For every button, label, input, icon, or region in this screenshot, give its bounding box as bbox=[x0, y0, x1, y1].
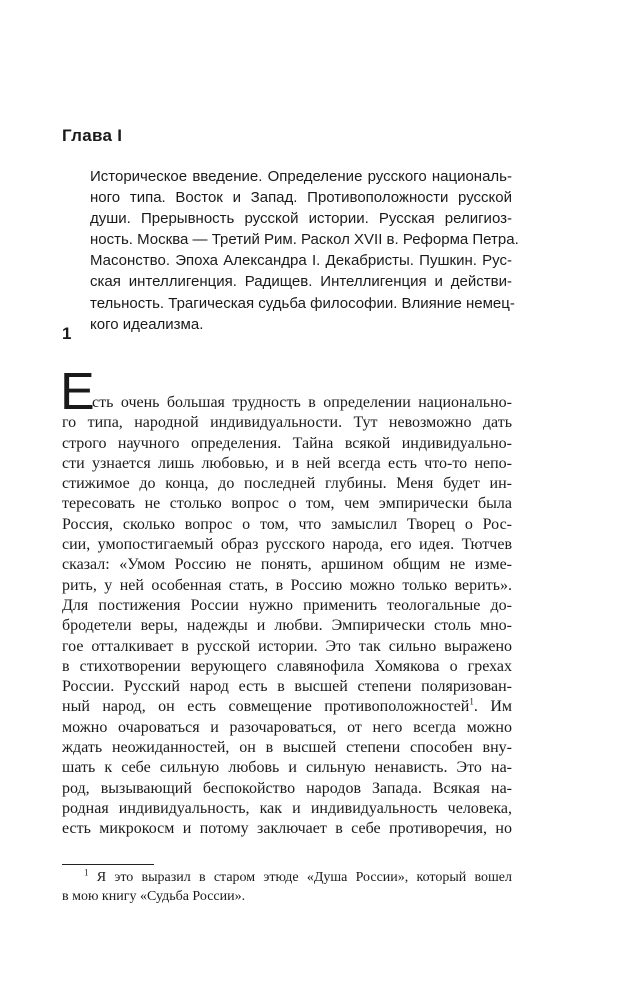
body-line: родная индивидуальность, как и индивидуальность человека, bbox=[62, 799, 512, 817]
summary-line: тельность. Трагическая судьба философии. Влияние немец- bbox=[90, 294, 515, 312]
summary-line: Историческое введение. Определение русского националь- bbox=[90, 168, 512, 185]
footnote-marker: 1 bbox=[84, 867, 89, 878]
footnote-line bbox=[62, 868, 512, 887]
body-line: России. Русский народ есть в высшей степени поляризован- bbox=[62, 678, 512, 696]
body-line: гое отталкивает в русской истории. Это так сильно выражено bbox=[62, 637, 512, 655]
body-line: в стихотворении верующего славянофила Хомякова о грехах bbox=[62, 657, 512, 675]
body-line: строго научного определения. Тайна всякой индивидуально- bbox=[62, 434, 512, 452]
body-line: Для постижения России нужно применить теологальные до- bbox=[62, 596, 512, 614]
body-line bbox=[62, 697, 512, 717]
body-line: сказал: «Умом Россию не понять, аршином общим не изме- bbox=[62, 556, 512, 574]
body-line: есть микрокосм и потому заключает в себе противоречия, но bbox=[62, 820, 512, 838]
body-line: тересовать не столько вопрос о том, чем эмпирически была bbox=[62, 495, 512, 513]
summary-line: кого идеализма. bbox=[90, 315, 204, 333]
body-line: стижимое до конца, до последней глубины. Меня будет ин- bbox=[62, 475, 512, 493]
body-line: Россия, сколько вопрос о том, что замыслил Творец о Рос- bbox=[62, 515, 512, 533]
body-line: бродетели веры, надежды и любви. Эмпирически столь мно- bbox=[62, 617, 512, 635]
footnote-reference[interactable]: 1 bbox=[469, 697, 474, 708]
body-line: шать к себе сильную любовь и сильную ненависть. Это на- bbox=[62, 759, 512, 777]
footnote-line: в мою книгу «Судьба России». bbox=[62, 889, 246, 904]
chapter-title: Глава I bbox=[62, 126, 123, 145]
summary-line: ская интеллигенция. Радищев. Интеллигенция и действи- bbox=[90, 273, 512, 291]
body-line-tail: . Им bbox=[473, 698, 512, 716]
body-line: можно очароваться и разочароваться, от него всегда можно bbox=[62, 718, 512, 736]
summary-line: души. Прерывность русской истории. Русская религиоз- bbox=[90, 210, 512, 228]
chapter-summary bbox=[90, 166, 519, 335]
body-text bbox=[62, 393, 512, 840]
summary-line: ного типа. Восток и Запад. Противоположности русской bbox=[90, 189, 512, 207]
body-line: ждать неожиданностей, он в высшей степени способен вну- bbox=[62, 739, 512, 757]
summary-line: Масонство. Эпоха Александра I. Декабристы. Пушкин. Рус- bbox=[90, 252, 512, 270]
footnote-divider bbox=[62, 864, 154, 865]
body-line: сть очень большая трудность в определении национально- bbox=[92, 394, 512, 411]
section-number: 1 bbox=[62, 324, 72, 343]
summary-line: ность. Москва — Третий Рим. Раскол XVII в. Реформа Петра. bbox=[90, 231, 519, 249]
body-line: род, вызывающий беспокойство народов Запада. Всякая на- bbox=[62, 779, 512, 797]
footnote bbox=[62, 868, 512, 906]
footnote-text: Я это выразил в старом этюде «Душа России», который вошел bbox=[96, 870, 513, 885]
body-line-text: ный народ, он есть совмещение противоположностей bbox=[62, 698, 470, 716]
body-line: сти узнается лишь любовью, и в ней всегда есть что-то непо- bbox=[62, 454, 512, 472]
body-line: рить, у ней особенная стать, в Россию можно только верить». bbox=[62, 576, 512, 594]
body-line: сии, умопостигаемый образ русского народа, его идея. Тютчев bbox=[62, 536, 512, 554]
body-line: го типа, народной индивидуальности. Тут невозможно дать bbox=[62, 414, 512, 432]
drop-cap: Е bbox=[60, 363, 95, 421]
